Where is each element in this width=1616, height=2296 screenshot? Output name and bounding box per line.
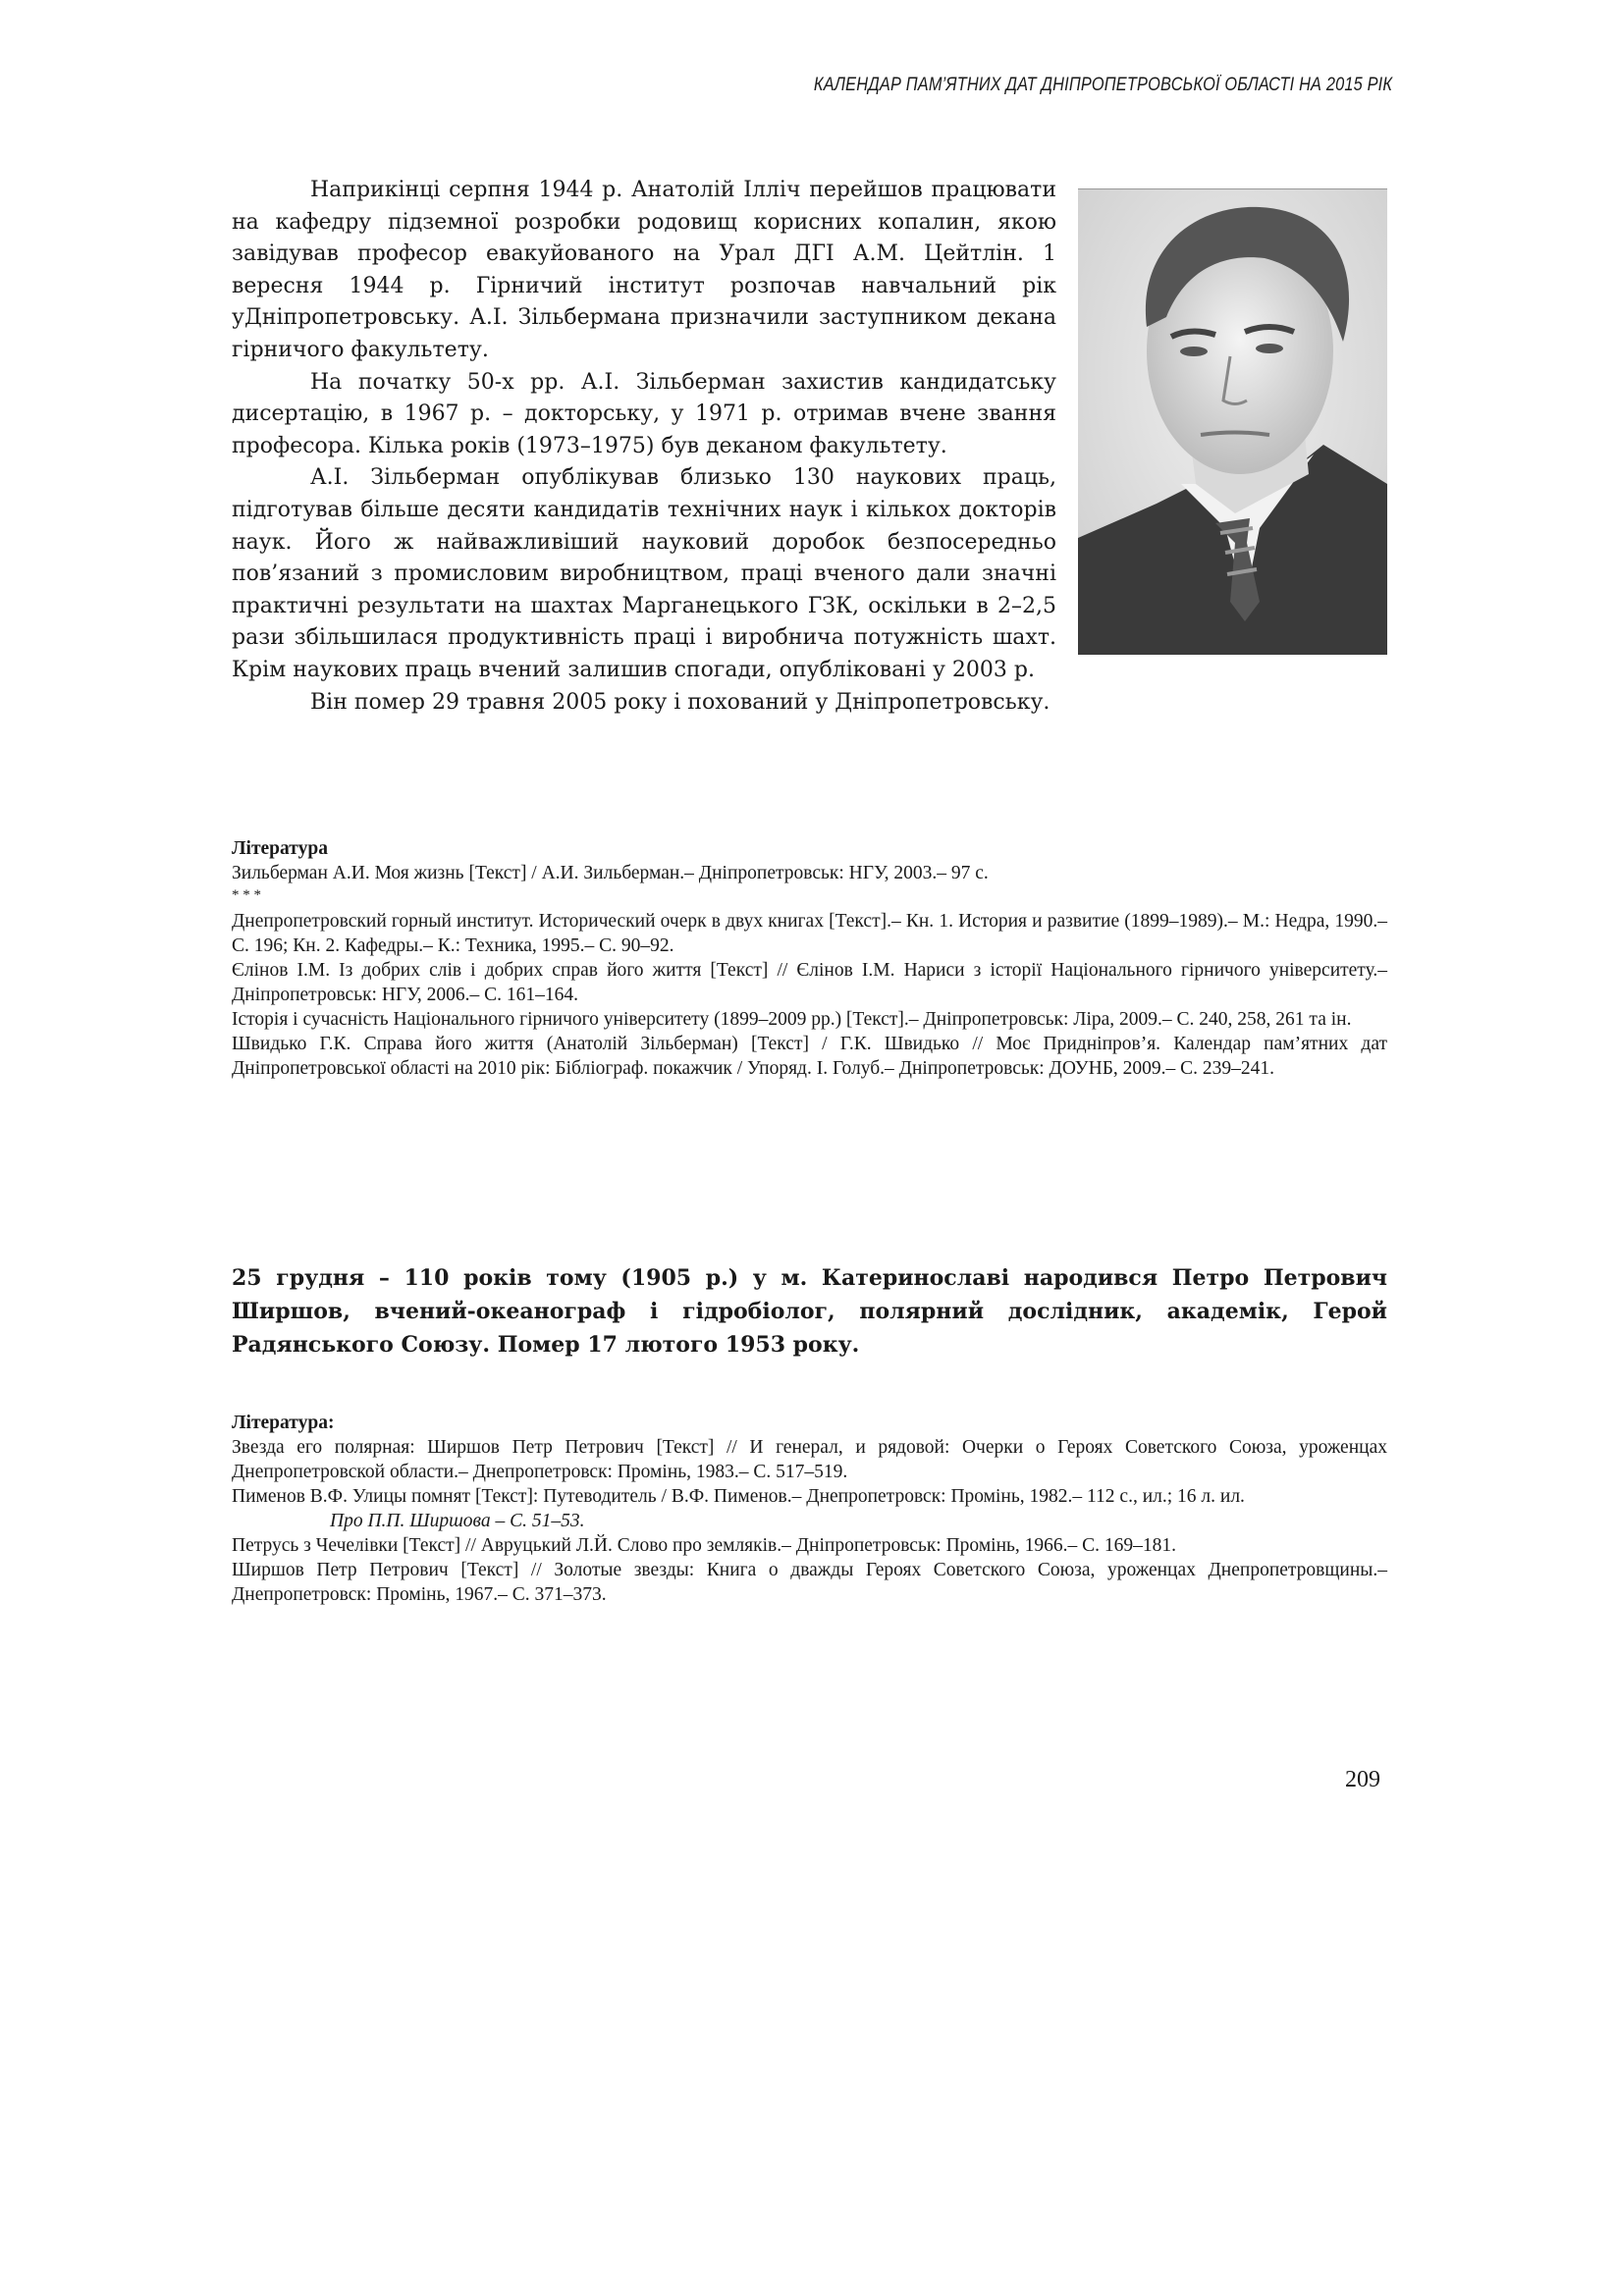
paragraph: Він помер 29 травня 2005 року і похований у Дніпропетровську. — [310, 689, 1050, 715]
portrait-photo — [1078, 188, 1387, 655]
literature-item: Звезда его полярная: Ширшов Петр Петрович [Текст] // И генерал, и рядовой: Очерки о Героях Советского Союза, уроженцах Днепропетровской области.– Днепропетровск: Промінь, 1983.– С. 517–519. — [232, 1437, 1387, 1482]
running-header: КАЛЕНДАР ПАМ’ЯТНИХ ДАТ ДНІПРОПЕТРОВСЬКОЇ ОБЛАСТІ НА 2015 РІК — [813, 75, 1392, 95]
literature-item: Петрусь з Чечелівки [Текст] // Авруцький Л.Й. Слово про земляків.– Дніпропетровськ: Промінь, 1966.– С. 169–181. — [232, 1535, 1177, 1556]
literature-note: Про П.П. Ширшова – С. 51–53. — [330, 1511, 585, 1531]
literature-section-shirshov — [232, 1411, 1387, 1607]
paragraph: Наприкінці серпня 1944 р. Анатолій Ілліч перейшов працювати на кафедру підземної розробки родовищ корисних копалин, якою завідував професор евакуйованого на Урал ДГІ А.М. Цейтлін. 1 вересня 1944 р. Гірничий інститут розпочав навчальний рік уДніпропетровську. А.І. Зільбермана призначили заступником декана гірничого факультету. — [232, 178, 1056, 362]
literature-item: Ширшов Петр Петрович [Текст] // Золотые звезды: Книга о дважды Героях Советского Союза, уроженцах Днепропетровщины.– Днепропетровск: Промінь, 1967.– С. 371–373. — [232, 1560, 1387, 1605]
literature-title: Література — [232, 838, 328, 859]
literature-title: Література: — [232, 1413, 335, 1433]
literature-item: Днепропетровский горный институт. Исторический очерк в двух книгах [Текст].– Кн. 1. История и развитие (1899–1989).– М.: Недра, 1990.– С. 196; Кн. 2. Кафедры.– К.: Техника, 1995.– С. 90–92. — [232, 911, 1387, 956]
page-number: 209 — [1345, 1767, 1380, 1792]
literature-item: Зильберман А.И. Моя жизнь [Текст] / А.И. Зильберман.– Дніпропетровськ: НГУ, 2003.– 97 с. — [232, 863, 989, 883]
literature-item: Пименов В.Ф. Улицы помнят [Текст]: Путеводитель / В.Ф. Пименов.– Днепропетровск: Промінь, 1982.– 112 с., ил.; 16 л. ил. — [232, 1486, 1245, 1507]
literature-item: Швидько Г.К. Справа його життя (Анатолій Зільберман) [Текст] / Г.К. Швидько // Моє Придніпров’я. Календар пам’ятних дат Дніпропетровської області на 2010 рік: Бібліограф. покажчик / Упоряд. І. Голуб.– Дніпропетровськ: ДОУНБ, 2009.– С. 239–241. — [232, 1034, 1387, 1079]
literature-separator: * * * — [232, 887, 261, 903]
event-heading-shirshov: 25 грудня – 110 років тому (1905 р.) у м. Катеринославі народився Петро Петрович Ширшов, вчений-океанограф і гідробіолог, полярний дослідник, академік, Герой Радянського Союзу. Помер 17 лютого 1953 року. — [232, 1265, 1387, 1358]
literature-item: Єлінов І.М. Із добрих слів і добрих справ його життя [Текст] // Єлінов І.М. Нариси з історії Національного гірничого університету.– Дніпропетровськ: НГУ, 2006.– С. 161–164. — [232, 960, 1387, 1005]
literature-section-zilberman — [232, 836, 1387, 1081]
paragraph: На початку 50-х рр. А.І. Зільберман захистив кандидатську дисертацію, в 1967 р. – докторську, у 1971 р. отримав вчене звання професора. Кілька років (1973–1975) був деканом факультету. — [232, 369, 1056, 458]
article-zilberman-body — [232, 175, 1387, 719]
literature-item: Історія і сучасність Національного гірничого університету (1899–2009 рр.) [Текст].– Дніпропетровськ: Ліра, 2009.– С. 240, 258, 261 та ін. — [232, 1009, 1352, 1030]
portrait-photo-icon — [1078, 189, 1387, 655]
paragraph: А.І. Зільберман опублікував близько 130 наукових праць, підготував більше десяти кандидатів технічних наук і кількох докторів наук. Його ж найважливіший науковий доробок безпосередньо пов’язаний з промисловим виробництвом, праці вченого дали значні практичні результати на шахтах Марганецького ГЗК, оскільки в 2–2,5 рази збільшилася продуктивність праці і виробнича потужність шахт. Крім наукових праць вчений залишив спогади, опубліковані у 2003 р. — [232, 465, 1056, 682]
